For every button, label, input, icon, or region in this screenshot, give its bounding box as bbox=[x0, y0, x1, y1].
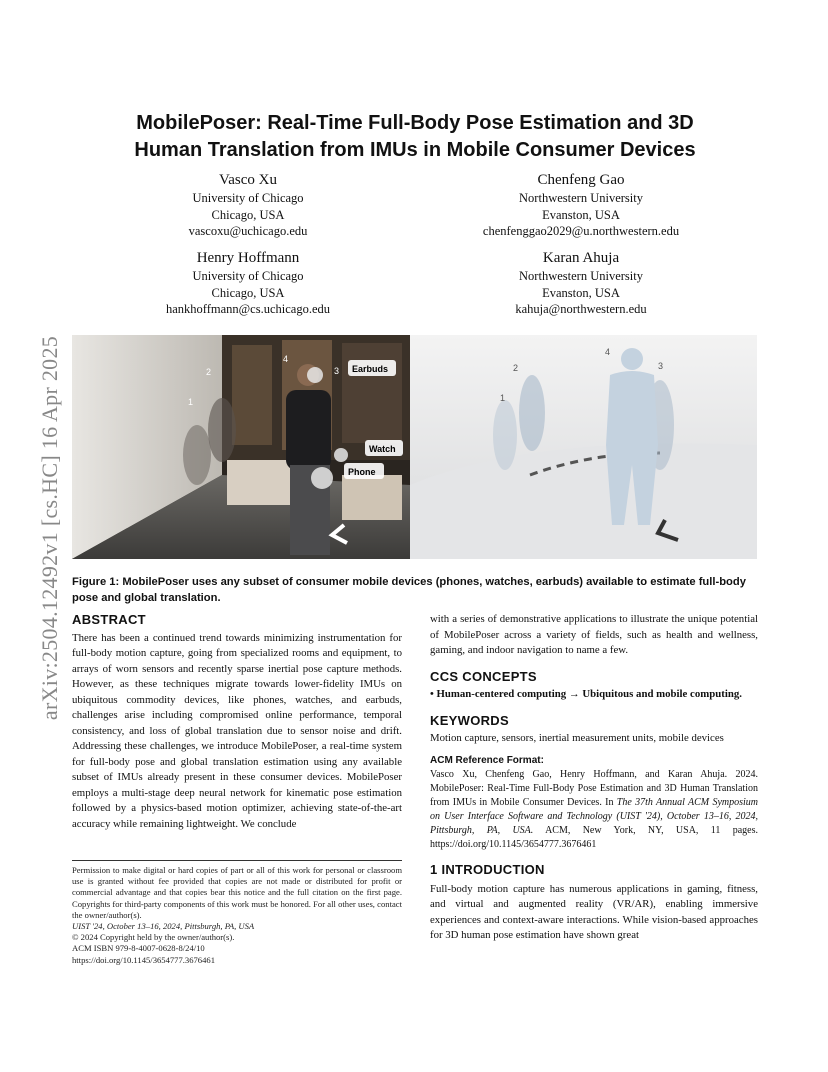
ghost-figure-2 bbox=[208, 398, 236, 462]
watch-marker bbox=[334, 448, 348, 462]
author-location: Chicago, USA bbox=[211, 207, 285, 222]
author-name: Karan Ahuja bbox=[542, 250, 620, 266]
author-email[interactable]: kahuja@northwestern.edu bbox=[515, 302, 647, 316]
acm-ref-heading: ACM Reference Format: bbox=[430, 754, 544, 766]
author-name: Chenfeng Gao bbox=[537, 172, 625, 188]
venue-line: UIST '24, October 13–16, 2024, Pittsburgh, PA, USA bbox=[72, 921, 255, 932]
figure-number-2: 2 bbox=[206, 367, 212, 377]
arxiv-identifier: arXiv:2504.12492v1 [cs.HC] 16 Apr 2025 bbox=[37, 335, 62, 721]
author-location: Evanston, USA bbox=[542, 285, 620, 300]
author-email[interactable]: vascoxu@uchicago.edu bbox=[188, 224, 308, 238]
author-location: Evanston, USA bbox=[542, 207, 620, 222]
person-torso bbox=[286, 390, 331, 470]
title-line-2: Human Translation from IMUs in Mobile Consumer Devices bbox=[134, 139, 696, 161]
keywords-heading: KEYWORDS bbox=[430, 712, 509, 728]
author-affiliation: University of Chicago bbox=[192, 269, 304, 283]
paper-title bbox=[60, 110, 770, 164]
abstract-heading: ABSTRACT bbox=[72, 612, 146, 627]
earbud-marker bbox=[307, 367, 323, 383]
author-name: Henry Hoffmann bbox=[196, 250, 300, 266]
acm-ref-tail: ACM, New York, NY, USA, 11 pages. https://doi.org/10.1145/3654777.3676461 bbox=[430, 825, 758, 850]
render-number-2: 2 bbox=[513, 363, 519, 373]
avatar-ghost-1 bbox=[493, 400, 517, 470]
author-location: Chicago, USA bbox=[211, 285, 285, 300]
author-block-2 bbox=[441, 170, 721, 240]
phone-marker bbox=[311, 467, 333, 489]
avatar-head bbox=[621, 348, 643, 370]
author-affiliation: Northwestern University bbox=[519, 191, 643, 205]
figure-caption: Figure 1: MobilePoser uses any subset of consumer mobile devices (phones, watches, earbuds) available to estimate full-body pose and global translation. bbox=[72, 576, 746, 604]
author-affiliation: University of Chicago bbox=[192, 191, 304, 205]
render-number-4: 4 bbox=[605, 347, 611, 357]
abstract-text: There has been a continued trend towards minimizing instrumentation for full-body motion capture, going from specialized rooms and equipment, to arrays of worn sensors and recently sparse inertial pose capture methods. However, as these techniques migrate towards lower-fidelity IMUs on ubiquitous commodity devices, like phones, watches, and earbuds, challenges arise including compromised online performance, temporal consistency, and loss of global translation due to sensor noise and drift. Addressing these challenges, we introduce MobilePoser, a real-time system for full-body pose and global translation estimation using any available subset of IMUs already present in these consumer devices. MobilePoser employs a multi-stage deep neural network for kinematic pose estimation followed by a physics-based motion optimizer, achieving state-of-the-art accuracy while remaining lightweight. We conclude bbox=[72, 631, 402, 830]
ghost-figure-1 bbox=[183, 425, 211, 485]
acm-ref-text bbox=[430, 768, 758, 852]
isbn-line: ACM ISBN 979-8-4007-0628-8/24/10 bbox=[72, 943, 205, 954]
earbuds-label: Earbuds bbox=[352, 364, 389, 374]
author-block-1 bbox=[108, 170, 388, 240]
render-panel bbox=[410, 335, 757, 559]
author-email[interactable]: chenfenggao2029@u.northwestern.edu bbox=[482, 224, 680, 238]
author-affiliation: Northwestern University bbox=[519, 269, 643, 283]
avatar-ghost-2 bbox=[519, 375, 545, 451]
render-number-1: 1 bbox=[500, 393, 506, 403]
teaser-figure bbox=[72, 335, 757, 559]
author-email[interactable]: hankhoffmann@cs.uchicago.edu bbox=[165, 302, 330, 316]
intro-heading: 1 INTRODUCTION bbox=[430, 862, 545, 877]
acm-ref-venue: The 37th Annual ACM Symposium on User Interface Software and Technology (UIST '24), October 13–16, 2024, Pittsburgh, PA, USA. bbox=[430, 797, 758, 836]
doi-link[interactable]: https://doi.org/10.1145/3654777.3676461 bbox=[72, 954, 215, 965]
author-block-4 bbox=[441, 248, 721, 318]
phone-label: Phone bbox=[348, 467, 376, 477]
footnote bbox=[72, 860, 402, 966]
title-line-1: MobilePoser: Real-Time Full-Body Pose Estimation and 3D bbox=[136, 112, 694, 134]
abstract-continued: with a series of demonstrative applications to illustrate the unique potential of MobilePoser across a variety of fields, such as health and wellness, gaming, and indoor navigation to name a few. bbox=[430, 613, 758, 656]
footnote-rule bbox=[72, 860, 402, 861]
left-column bbox=[72, 612, 402, 832]
ccs-heading: CCS CONCEPTS bbox=[430, 668, 537, 684]
watch-label: Watch bbox=[369, 444, 396, 454]
permission-notice: Permission to make digital or hard copies of part or all of this work for personal or classroom use is granted without fee provided that copies are not made or distributed for profit or commercial advantage and that copies bear this notice and the full citation on the first page. Copyrights for third-party components of this work must be honored. For all other uses, contact the owner/author(s). bbox=[72, 865, 402, 920]
figure-number-3: 3 bbox=[334, 366, 340, 376]
author-name: Vasco Xu bbox=[219, 172, 277, 188]
copyright-line: © 2024 Copyright held by the owner/author(s). bbox=[72, 932, 235, 943]
right-column bbox=[430, 612, 758, 944]
keywords-text: Motion capture, sensors, inertial measurement units, mobile devices bbox=[430, 732, 724, 744]
intro-text: Full-body motion capture has numerous applications in gaming, fitness, and virtual and augmented reality (VR/AR), enabling immersive experiences and context-aware interactions. While vision-based approaches for 3D human pose estimation have shown great bbox=[430, 882, 758, 941]
figure-number-1: 1 bbox=[188, 397, 194, 407]
acm-ref-authors: Vasco Xu, Chenfeng Gao, Henry Hoffmann, and Karan Ahuja. 2024. MobilePoser: Real-Time Full-Body Pose Estimation and 3D Human Translation from IMUs in Mobile Consumer Devices. In bbox=[430, 769, 758, 808]
render-number-3: 3 bbox=[658, 361, 664, 371]
author-block-3 bbox=[108, 248, 388, 318]
figure-number-4: 4 bbox=[283, 354, 289, 364]
photo-panel bbox=[72, 335, 410, 559]
ccs-text: • Human-centered computing → Ubiquitous and mobile computing. bbox=[430, 688, 742, 700]
